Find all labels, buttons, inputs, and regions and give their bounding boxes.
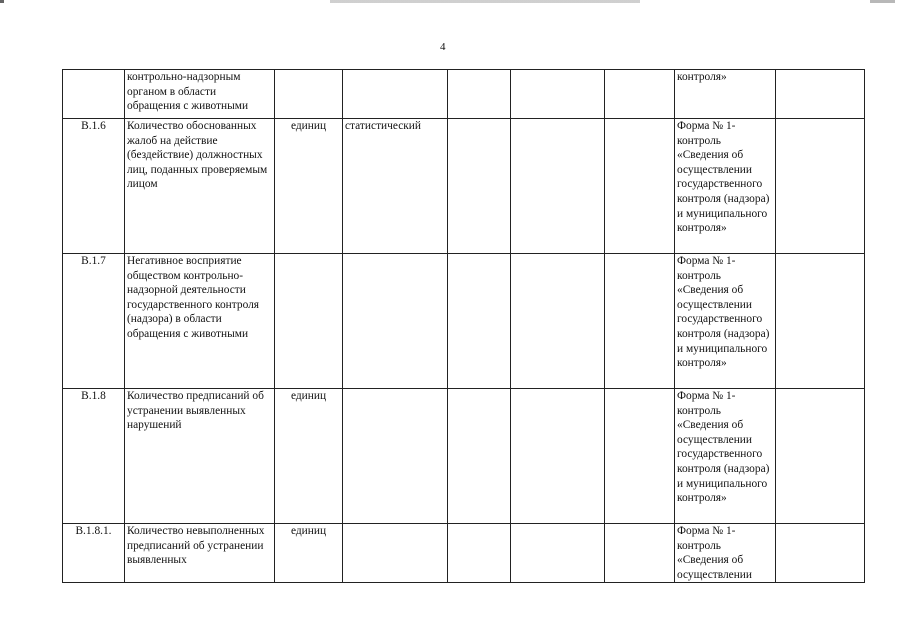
row-code: В.1.8.1. <box>63 524 125 583</box>
indicator-name: Количество обоснованных жалоб на действие (бездействие) должностных лиц, поданных проверяемым лицом <box>125 119 275 254</box>
empty-cell <box>776 70 865 119</box>
method-cell <box>343 524 448 583</box>
empty-cell <box>448 70 511 119</box>
scan-edge-artifact <box>0 0 905 3</box>
source-cell: контроля» <box>675 70 776 119</box>
empty-cell <box>605 389 675 524</box>
unit-cell: единиц <box>275 119 343 254</box>
indicator-name: Негативное восприятие обществом контрольно-надзорной деятельности государственного контроля (надзора) в области обращения с животными <box>125 254 275 389</box>
indicator-name: контрольно-надзорным органом в области обращения с животными <box>125 70 275 119</box>
table-row <box>63 389 865 524</box>
indicator-name: Количество предписаний об устранении выявленных нарушений <box>125 389 275 524</box>
table-body <box>63 70 865 583</box>
unit-cell: единиц <box>275 389 343 524</box>
unit-cell <box>275 70 343 119</box>
empty-cell <box>511 524 605 583</box>
source-cell: Форма № 1-контроль «Сведения об осуществлении государственного контроля (надзора) и муниципального контроля» <box>675 119 776 254</box>
row-code: В.1.7 <box>63 254 125 389</box>
row-code: В.1.6 <box>63 119 125 254</box>
empty-cell <box>605 119 675 254</box>
empty-cell <box>605 254 675 389</box>
source-cell: Форма № 1-контроль «Сведения об осуществлении государственного контроля (надзора) и муниципального контроля» <box>675 389 776 524</box>
empty-cell <box>776 119 865 254</box>
unit-cell <box>275 254 343 389</box>
empty-cell <box>605 524 675 583</box>
indicator-name: Количество невыполненных предписаний об устранении выявленных <box>125 524 275 583</box>
empty-cell <box>776 254 865 389</box>
method-cell <box>343 254 448 389</box>
empty-cell <box>448 524 511 583</box>
empty-cell <box>448 119 511 254</box>
method-cell: статистический <box>343 119 448 254</box>
empty-cell <box>511 119 605 254</box>
table-row <box>63 119 865 254</box>
empty-cell <box>776 524 865 583</box>
page-number: 4 <box>440 41 446 53</box>
empty-cell <box>605 70 675 119</box>
table-row <box>63 70 865 119</box>
row-code <box>63 70 125 119</box>
method-cell <box>343 70 448 119</box>
empty-cell <box>448 254 511 389</box>
indicators-table <box>62 69 865 583</box>
empty-cell <box>511 389 605 524</box>
empty-cell <box>511 254 605 389</box>
source-cell: Форма № 1-контроль «Сведения об осуществлении государственного контроля (надзора) и муниципального контроля» <box>675 254 776 389</box>
table-row <box>63 524 865 583</box>
source-cell: Форма № 1-контроль «Сведения об осуществлении <box>675 524 776 583</box>
empty-cell <box>776 389 865 524</box>
table-row <box>63 254 865 389</box>
empty-cell <box>511 70 605 119</box>
empty-cell <box>448 389 511 524</box>
method-cell <box>343 389 448 524</box>
unit-cell: единиц <box>275 524 343 583</box>
row-code: В.1.8 <box>63 389 125 524</box>
